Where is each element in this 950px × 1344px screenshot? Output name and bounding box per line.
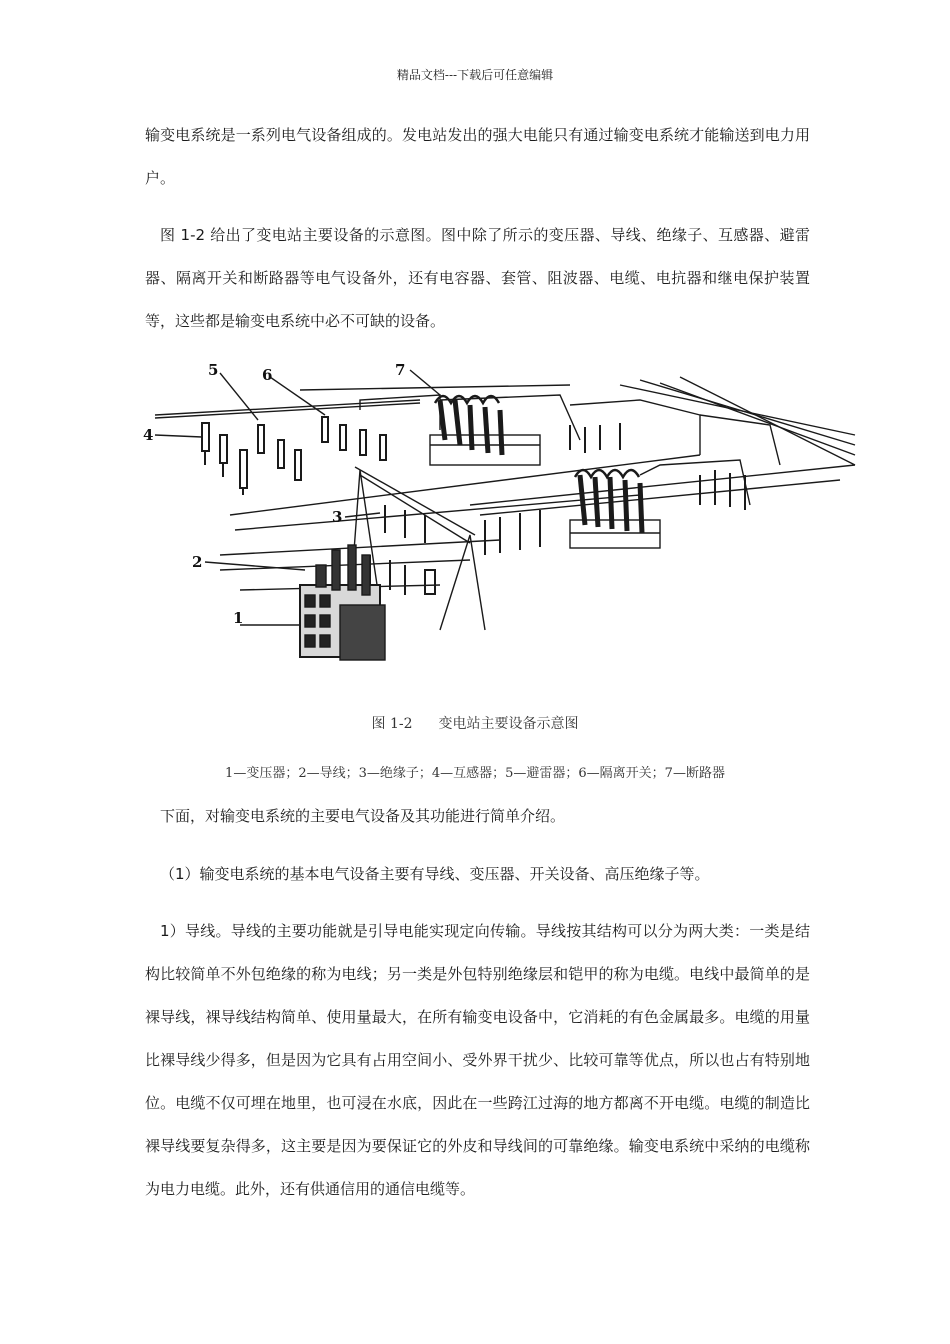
figure-label-6: 6 [262, 366, 273, 384]
figure-label-5: 5 [208, 361, 219, 379]
figure-title: 变电站主要设备示意图 [438, 716, 579, 732]
figure-label-2: 2 [192, 553, 203, 571]
figure-number: 图 1-2 [371, 716, 413, 732]
figure-label-4: 4 [143, 426, 154, 444]
figure-label-7: 7 [395, 361, 406, 379]
figure-legend: 1—变压器；2—导线；3—绝缘子；4—互感器；5—避雷器；6—隔离开关；7—断路器 [225, 766, 725, 781]
page-header: 精品文档---下载后可任意编辑 [396, 68, 554, 82]
substation-figure [140, 355, 860, 665]
figure-label-3: 3 [332, 508, 343, 526]
figure-label-1: 1 [233, 609, 244, 627]
paragraph-transition: 下面，对输变电系统的主要电气设备及其功能进行简单介绍。 [160, 807, 566, 825]
paragraph-basic-equipment: （1）输变电系统的基本电气设备主要有导线、变压器、开关设备、高压绝缘子等。 [160, 865, 710, 883]
paragraph-conductors: 1）导线。导线的主要功能就是引导电能实现定向传输。导线按其结构可以分为两大类：一类是结构比较简单不外包绝缘的称为电线；另一类是外包特别绝缘层和铠甲的称为电缆。电线中最简单的是裸导线，裸导线结构简单、使用量最大，在所有输变电设备中，它消耗的有色金属最多。电缆的用量比裸导线少得多，但是因为它具有占用空间小、受外界干扰少、比较可靠等优点，所以也占有特别地位。电缆不仅可埋在地里，也可浸在水底，因此在一些跨江过海的地方都离不开电缆。电缆的制造比裸导线要复杂得多，这主要是因为要保证它的外皮和导线间的可靠绝缘。输变电系统中采纳的电缆称为电力电缆。此外，还有供通信用的通信电缆等。 [145, 922, 810, 1198]
paragraph-figure-description: 图 1-2 给出了变电站主要设备的示意图。图中除了所示的变压器、导线、绝缘子、互感器、避雷器、隔离开关和断路器等电气设备外，还有电容器、套管、阻波器、电缆、电抗器和继电保护装置等，这些都是输变电系统中必不可缺的设备。 [145, 226, 810, 330]
figure-caption [0, 713, 950, 733]
paragraph-intro: 输变电系统是一系列电气设备组成的。发电站发出的强大电能只有通过输变电系统才能输送到电力用户。 [145, 126, 810, 187]
